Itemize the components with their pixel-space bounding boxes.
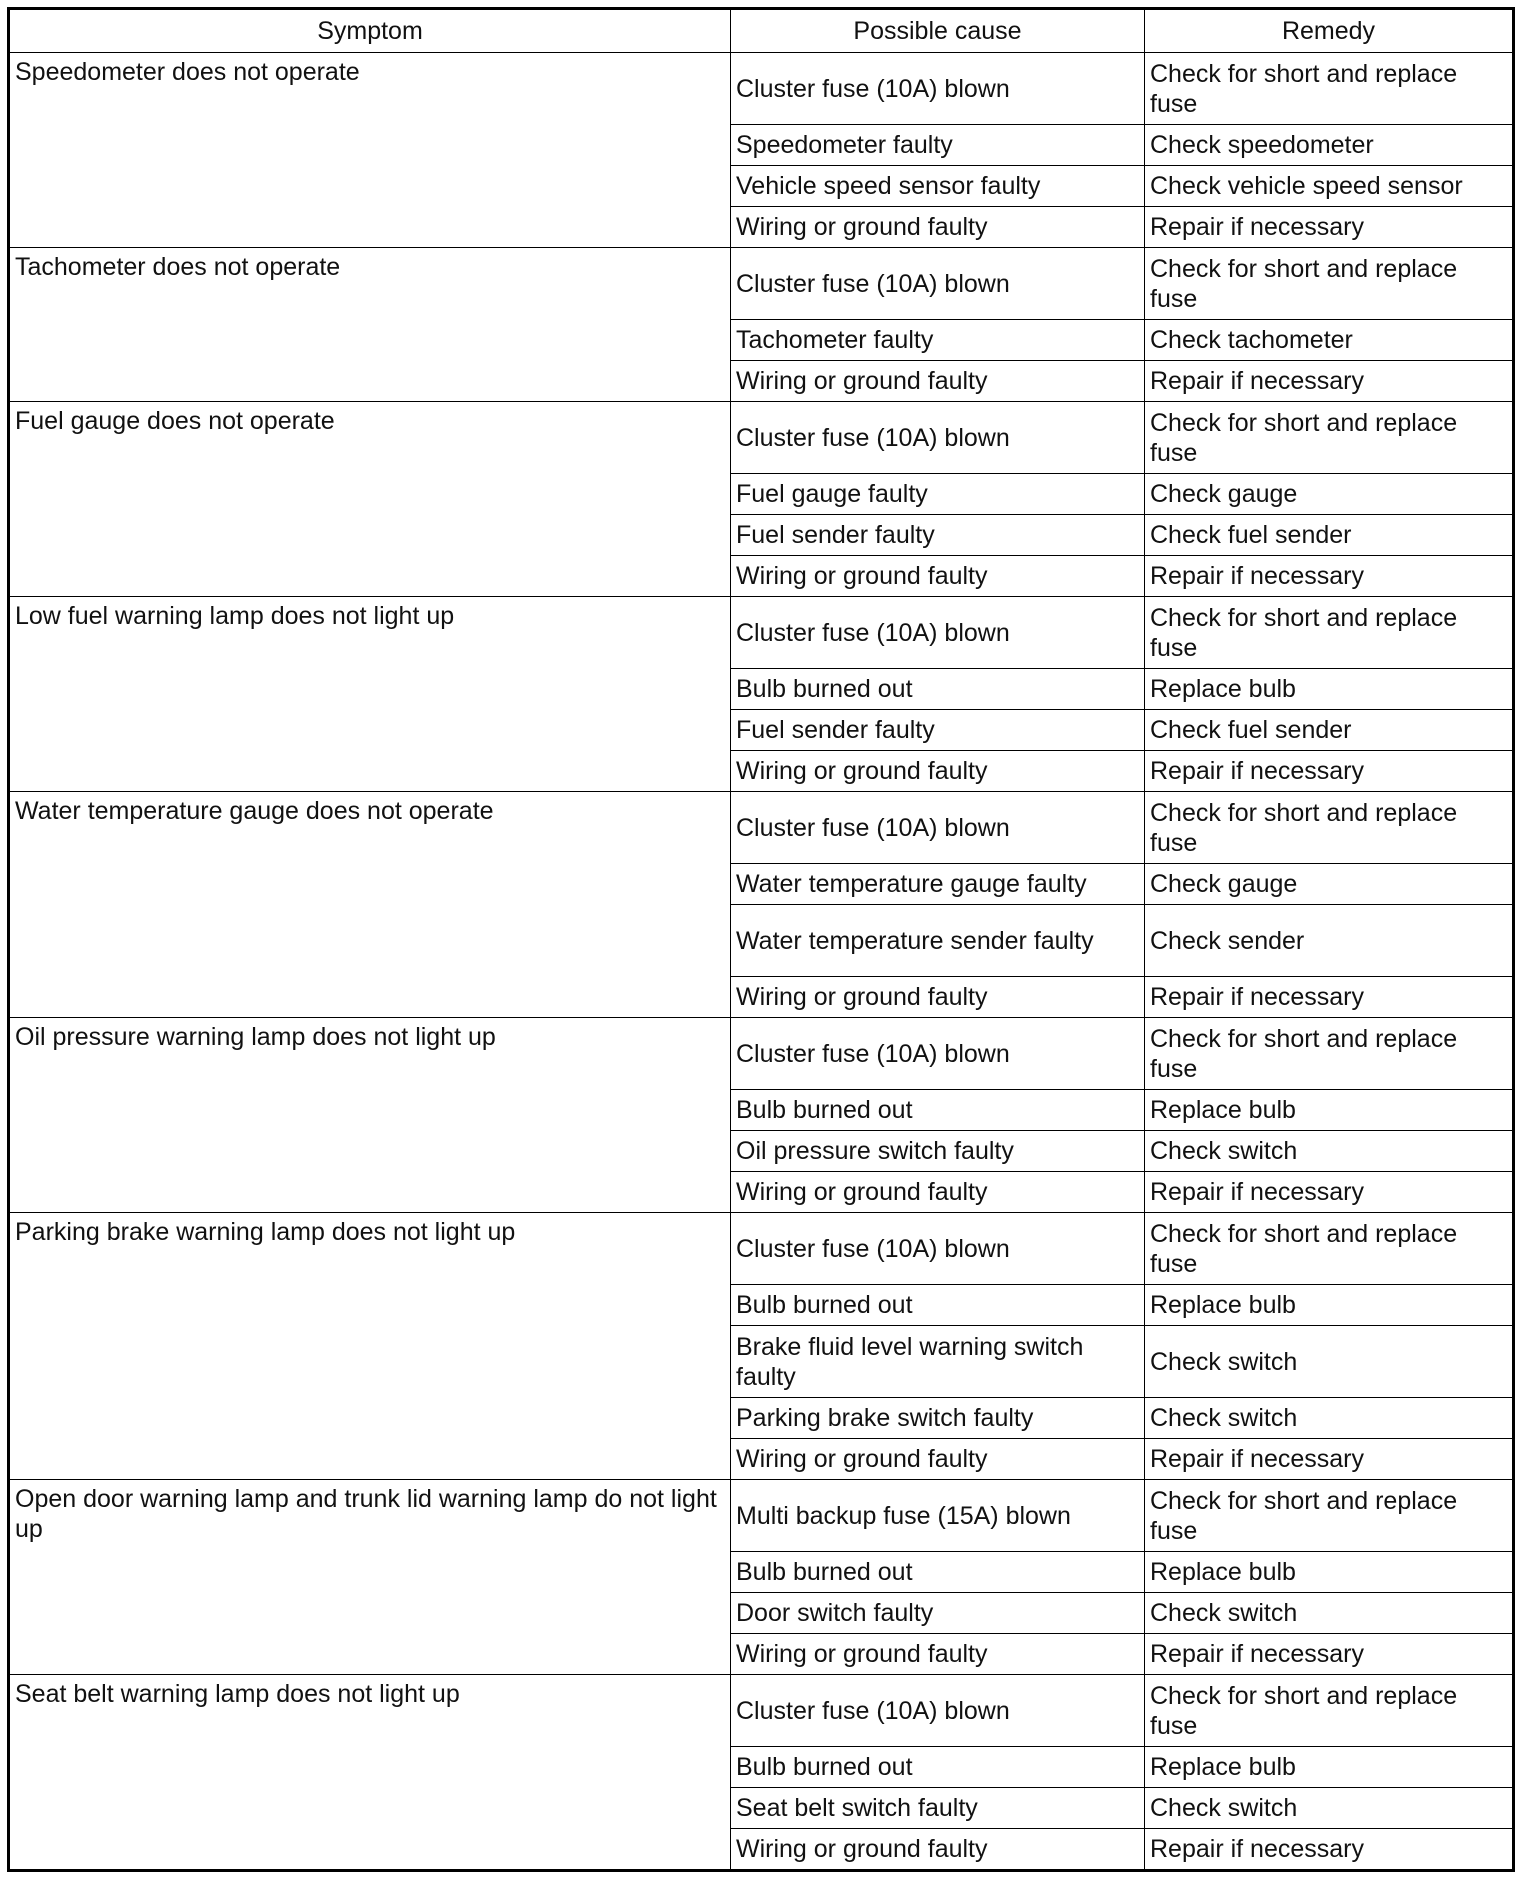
cause-cell: Bulb burned out	[731, 1090, 1145, 1131]
remedy-cell: Check for short and replace fuse	[1145, 792, 1514, 864]
symptom-cell: Low fuel warning lamp does not light up	[9, 597, 731, 792]
cause-cell: Cluster fuse (10A) blown	[731, 402, 1145, 474]
table-header	[9, 9, 1514, 53]
remedy-cell: Repair if necessary	[1145, 1829, 1514, 1871]
remedy-cell: Check switch	[1145, 1788, 1514, 1829]
cause-cell: Wiring or ground faulty	[731, 361, 1145, 402]
cause-cell: Wiring or ground faulty	[731, 1172, 1145, 1213]
table-row	[9, 1018, 1514, 1090]
table-body	[9, 53, 1514, 1871]
cause-cell: Wiring or ground faulty	[731, 1439, 1145, 1480]
table-row	[9, 1480, 1514, 1552]
cause-cell: Cluster fuse (10A) blown	[731, 53, 1145, 125]
cause-cell: Parking brake switch faulty	[731, 1398, 1145, 1439]
symptom-cell: Speedometer does not operate	[9, 53, 731, 248]
symptom-cell: Tachometer does not operate	[9, 248, 731, 402]
symptom-cell: Water temperature gauge does not operate	[9, 792, 731, 1018]
table-row	[9, 248, 1514, 320]
remedy-cell: Check switch	[1145, 1326, 1514, 1398]
remedy-cell: Replace bulb	[1145, 669, 1514, 710]
remedy-cell: Check speedometer	[1145, 125, 1514, 166]
table-row	[9, 1675, 1514, 1747]
cause-cell: Cluster fuse (10A) blown	[731, 1675, 1145, 1747]
symptom-cell: Open door warning lamp and trunk lid warning lamp do not light up	[9, 1480, 731, 1675]
remedy-cell: Replace bulb	[1145, 1747, 1514, 1788]
header-possible-cause: Possible cause	[731, 9, 1145, 53]
cause-cell: Wiring or ground faulty	[731, 556, 1145, 597]
cause-cell: Cluster fuse (10A) blown	[731, 792, 1145, 864]
cause-cell: Cluster fuse (10A) blown	[731, 248, 1145, 320]
cause-cell: Bulb burned out	[731, 1552, 1145, 1593]
remedy-cell: Check for short and replace fuse	[1145, 248, 1514, 320]
remedy-cell: Repair if necessary	[1145, 977, 1514, 1018]
remedy-cell: Check for short and replace fuse	[1145, 1018, 1514, 1090]
cause-cell: Bulb burned out	[731, 669, 1145, 710]
remedy-cell: Check fuel sender	[1145, 515, 1514, 556]
header-row	[9, 9, 1514, 53]
remedy-cell: Check switch	[1145, 1593, 1514, 1634]
header-remedy: Remedy	[1145, 9, 1514, 53]
remedy-cell: Repair if necessary	[1145, 207, 1514, 248]
remedy-cell: Check switch	[1145, 1398, 1514, 1439]
remedy-cell: Check gauge	[1145, 864, 1514, 905]
remedy-cell: Check switch	[1145, 1131, 1514, 1172]
remedy-cell: Check for short and replace fuse	[1145, 1480, 1514, 1552]
remedy-cell: Repair if necessary	[1145, 1172, 1514, 1213]
remedy-cell: Repair if necessary	[1145, 361, 1514, 402]
cause-cell: Tachometer faulty	[731, 320, 1145, 361]
table-row	[9, 402, 1514, 474]
table-row	[9, 792, 1514, 864]
cause-cell: Wiring or ground faulty	[731, 1634, 1145, 1675]
cause-cell: Oil pressure switch faulty	[731, 1131, 1145, 1172]
cause-cell: Fuel sender faulty	[731, 710, 1145, 751]
remedy-cell: Check sender	[1145, 905, 1514, 977]
remedy-cell: Check vehicle speed sensor	[1145, 166, 1514, 207]
remedy-cell: Check for short and replace fuse	[1145, 1675, 1514, 1747]
cause-cell: Brake fluid level warning switch faulty	[731, 1326, 1145, 1398]
cause-cell: Vehicle speed sensor faulty	[731, 166, 1145, 207]
cause-cell: Cluster fuse (10A) blown	[731, 597, 1145, 669]
cause-cell: Wiring or ground faulty	[731, 207, 1145, 248]
remedy-cell: Check for short and replace fuse	[1145, 1213, 1514, 1285]
remedy-cell: Repair if necessary	[1145, 556, 1514, 597]
symptom-cell: Parking brake warning lamp does not light up	[9, 1213, 731, 1480]
remedy-cell: Replace bulb	[1145, 1552, 1514, 1593]
remedy-cell: Repair if necessary	[1145, 1634, 1514, 1675]
remedy-cell: Check for short and replace fuse	[1145, 597, 1514, 669]
remedy-cell: Repair if necessary	[1145, 1439, 1514, 1480]
cause-cell: Speedometer faulty	[731, 125, 1145, 166]
remedy-cell: Replace bulb	[1145, 1285, 1514, 1326]
cause-cell: Bulb burned out	[731, 1747, 1145, 1788]
remedy-cell: Check tachometer	[1145, 320, 1514, 361]
cause-cell: Fuel sender faulty	[731, 515, 1145, 556]
symptom-cell: Seat belt warning lamp does not light up	[9, 1675, 731, 1871]
table-row	[9, 53, 1514, 125]
remedy-cell: Check gauge	[1145, 474, 1514, 515]
remedy-cell: Check for short and replace fuse	[1145, 402, 1514, 474]
symptom-cell: Oil pressure warning lamp does not light up	[9, 1018, 731, 1213]
remedy-cell: Check fuel sender	[1145, 710, 1514, 751]
cause-cell: Wiring or ground faulty	[731, 977, 1145, 1018]
troubleshooting-table	[7, 7, 1515, 1872]
remedy-cell: Check for short and replace fuse	[1145, 53, 1514, 125]
cause-cell: Cluster fuse (10A) blown	[731, 1213, 1145, 1285]
cause-cell: Cluster fuse (10A) blown	[731, 1018, 1145, 1090]
cause-cell: Seat belt switch faulty	[731, 1788, 1145, 1829]
cause-cell: Multi backup fuse (15A) blown	[731, 1480, 1145, 1552]
header-symptom: Symptom	[9, 9, 731, 53]
cause-cell: Fuel gauge faulty	[731, 474, 1145, 515]
cause-cell: Water temperature sender faulty	[731, 905, 1145, 977]
cause-cell: Wiring or ground faulty	[731, 1829, 1145, 1871]
remedy-cell: Repair if necessary	[1145, 751, 1514, 792]
cause-cell: Water temperature gauge faulty	[731, 864, 1145, 905]
table-row	[9, 1213, 1514, 1285]
symptom-cell: Fuel gauge does not operate	[9, 402, 731, 597]
table-row	[9, 597, 1514, 669]
cause-cell: Bulb burned out	[731, 1285, 1145, 1326]
cause-cell: Door switch faulty	[731, 1593, 1145, 1634]
remedy-cell: Replace bulb	[1145, 1090, 1514, 1131]
cause-cell: Wiring or ground faulty	[731, 751, 1145, 792]
